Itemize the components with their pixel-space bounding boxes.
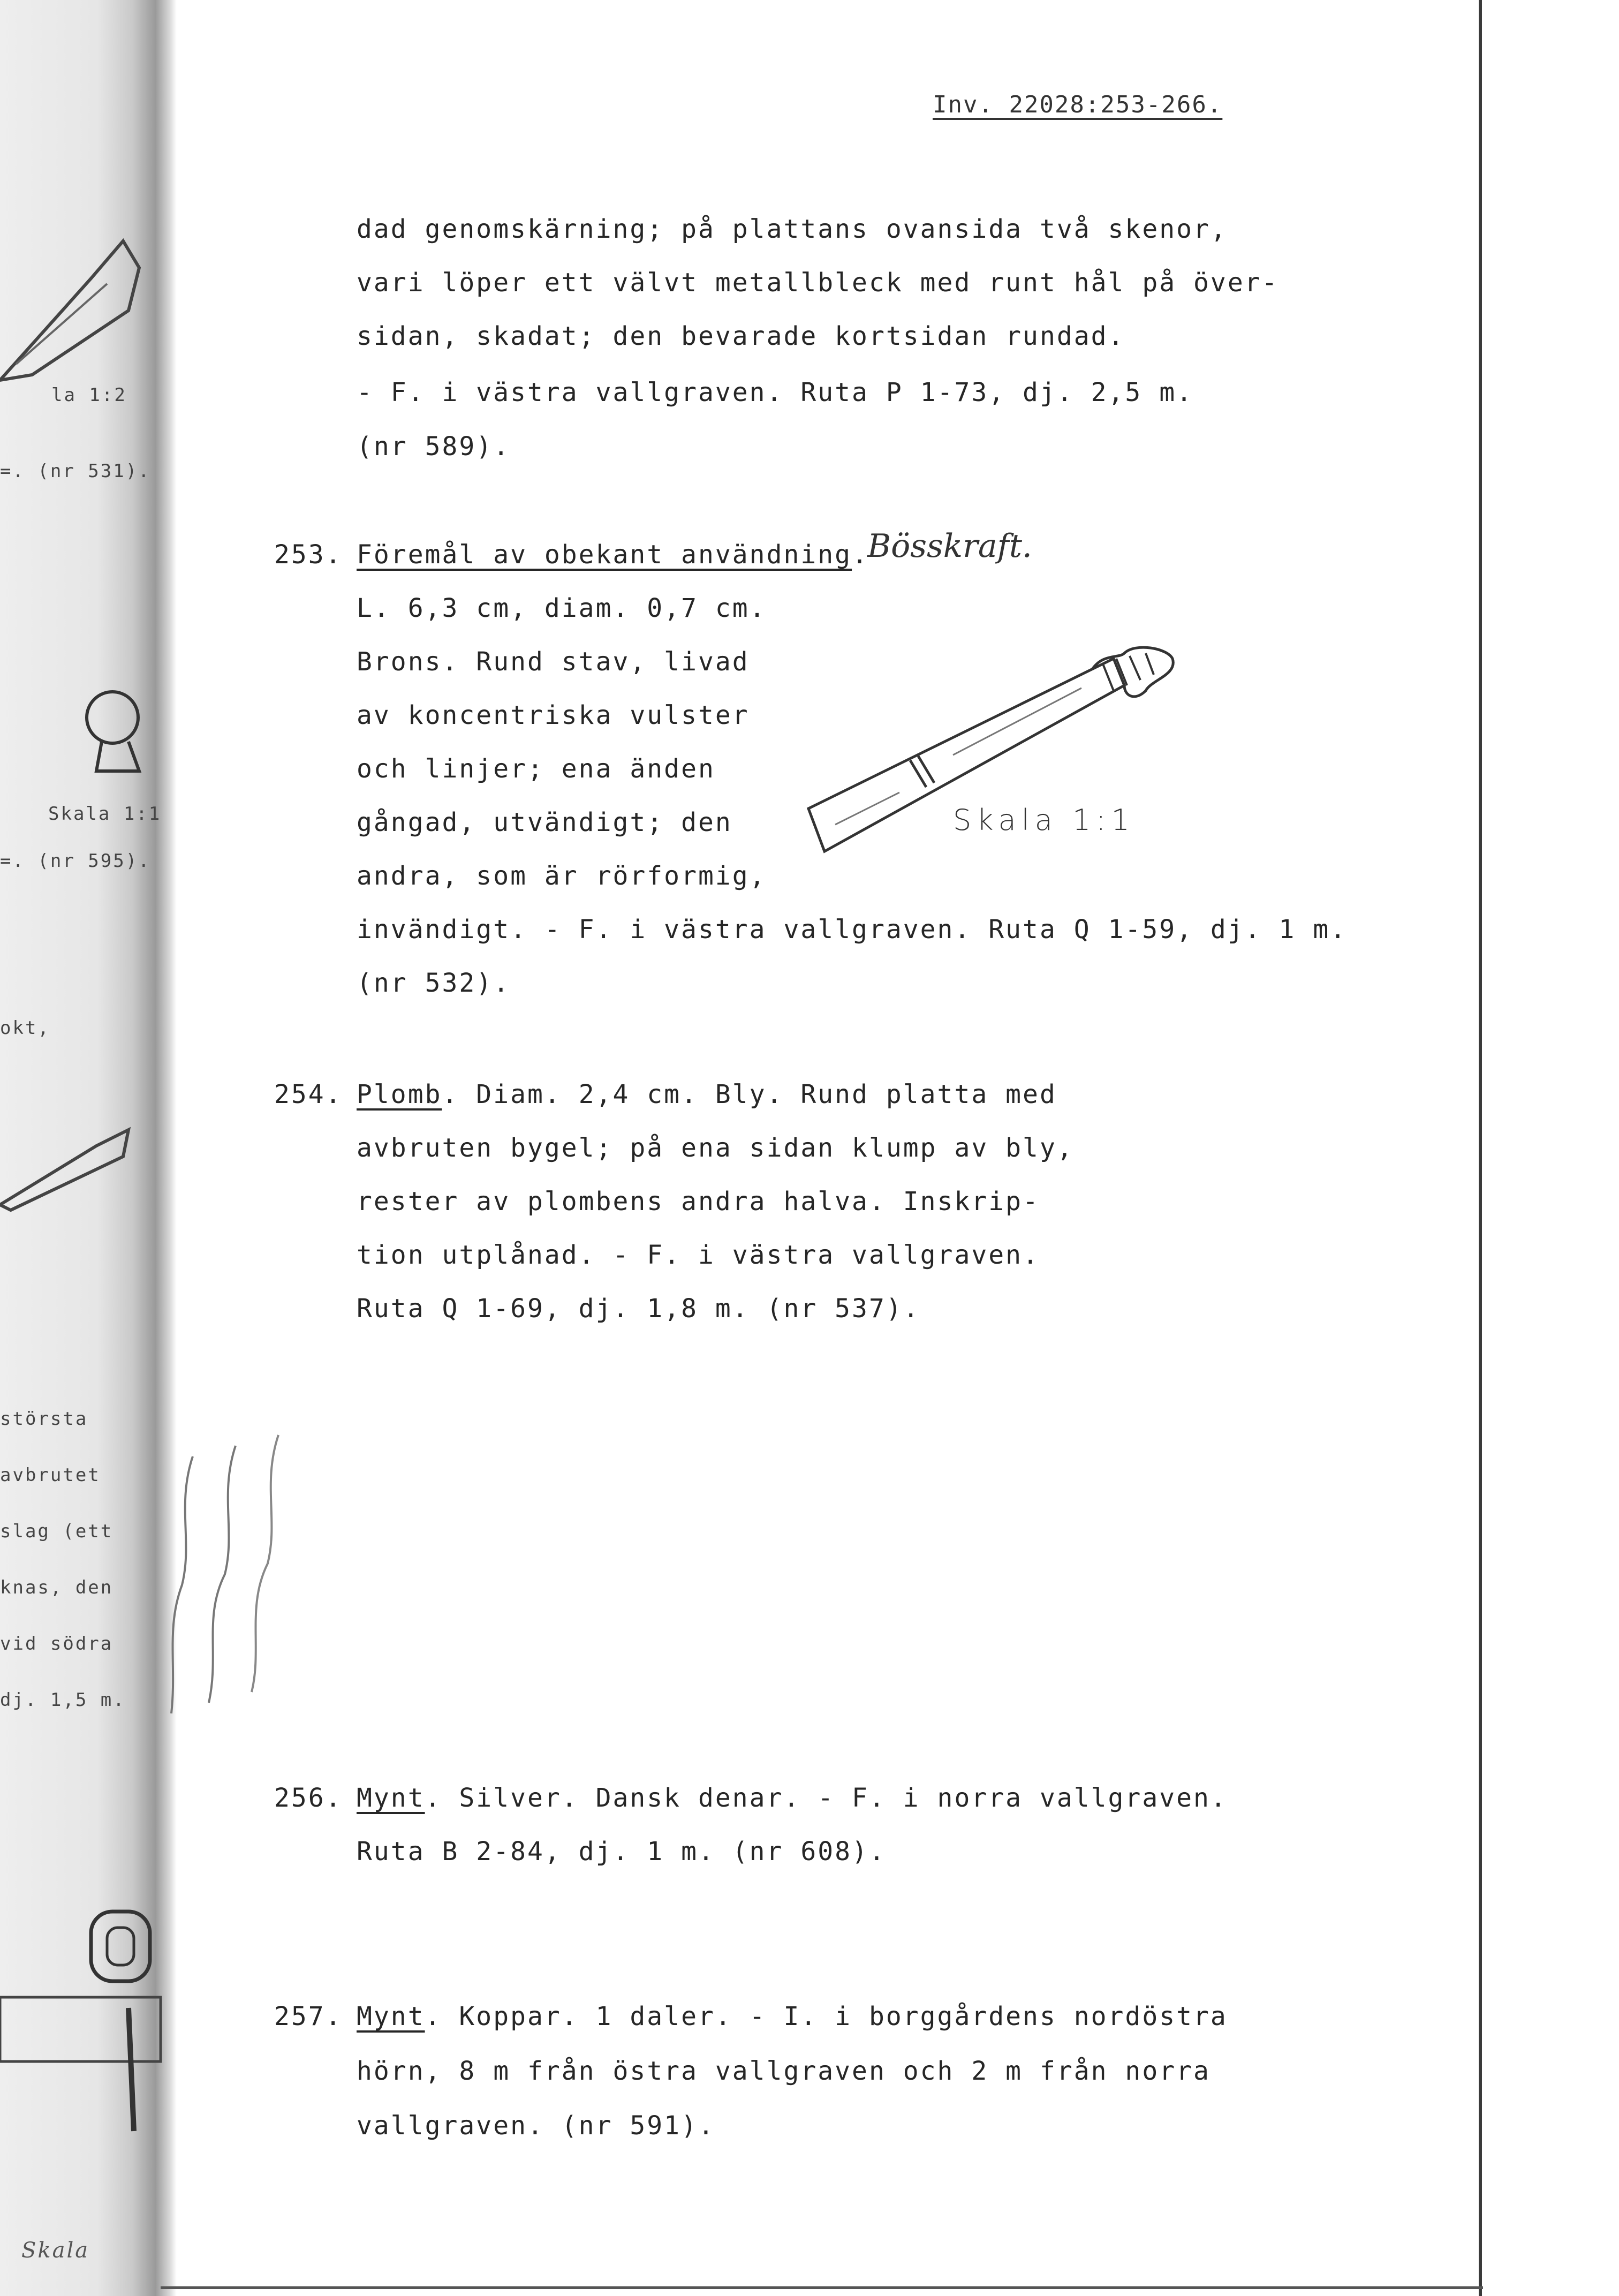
entry-heading — [357, 2002, 1228, 2031]
margin-fragment-3: Skala 1:1 — [48, 803, 162, 825]
entry-line: L. 6,3 cm, diam. 0,7 cm. — [357, 593, 767, 623]
entry-heading — [357, 1783, 1228, 1813]
entry-heading — [357, 1079, 1057, 1109]
margin-fragment-10: vid södra — [0, 1633, 114, 1655]
entry-line: Ruta B 2-84, dj. 1 m. (nr 608). — [357, 1837, 886, 1867]
margin-fragment-11: dj. 1,5 m. — [0, 1689, 126, 1711]
margin-fragment-1: la 1:2 — [51, 384, 127, 406]
sketch-scale-label: Skala 1:1 — [953, 803, 1135, 837]
margin-fragment-6: största — [0, 1408, 88, 1430]
entry-line: rester av plombens andra halva. Inskrip- — [357, 1187, 1040, 1217]
entry-line: tion utplånad. - F. i västra vallgraven. — [357, 1240, 1040, 1270]
entry-title: Mynt — [357, 2002, 425, 2031]
entry-line: (nr 532). — [357, 968, 511, 998]
margin-sketch-object-mid — [0, 1103, 139, 1210]
continuation-line: sidan, skadat; den bevarade kortsidan rundad. — [357, 321, 1125, 351]
margin-sketch-ring — [80, 685, 155, 782]
continuation-line: - F. i västra vallgraven. Ruta P 1-73, dj. 2,5 m. — [357, 377, 1194, 407]
entry-title-suffix: . Diam. 2,4 cm. Bly. Rund platta med — [442, 1079, 1057, 1109]
entry-title: Föremål av obekant användning — [357, 540, 852, 570]
continuation-line: vari löper ett välvt metallbleck med runt hål på över- — [357, 268, 1279, 298]
entry-line: och linjer; ena änden — [357, 754, 715, 784]
entry-line: gångad, utvändigt; den — [357, 807, 732, 837]
entry-number: 254. — [274, 1079, 343, 1109]
entry-number: 253. — [274, 540, 343, 570]
margin-sketch-object-bottom — [0, 1906, 161, 2142]
entry-line: andra, som är rörformig, — [357, 861, 767, 891]
entry-title-suffix: . Silver. Dansk denar. - F. i norra vallgraven. — [425, 1783, 1228, 1813]
page-bottom-edge — [161, 2286, 1483, 2289]
entry-line: hörn, 8 m från östra vallgraven och 2 m från norra — [357, 2056, 1211, 2086]
margin-sketch-object-top — [0, 203, 161, 386]
entry-title: Plomb — [357, 1079, 442, 1109]
margin-fragment-9: knas, den — [0, 1577, 114, 1598]
inventory-number: Inv. 22028:253-266. — [933, 91, 1223, 118]
entry-heading — [357, 540, 869, 570]
margin-handwriting-scribble — [161, 1424, 300, 1724]
entry-title: Mynt — [357, 1783, 425, 1813]
margin-fragment-5: okt, — [0, 1017, 50, 1039]
entry-title-suffix: . Koppar. 1 daler. - I. i borggårdens nordöstra — [425, 2002, 1228, 2031]
entry-number: 256. — [274, 1783, 343, 1813]
margin-fragment-2: =. (nr 531). — [0, 460, 151, 482]
entry-line: Brons. Rund stav, livad — [357, 647, 750, 677]
entry-line: avbruten bygel; på ena sidan klump av bly, — [357, 1133, 1074, 1163]
continuation-line: dad genomskärning; på plattans ovansida två skenor, — [357, 214, 1228, 244]
entry-number: 257. — [274, 2002, 343, 2031]
entry-title-suffix: . — [852, 540, 869, 570]
margin-fragment-4: =. (nr 595). — [0, 850, 151, 872]
entry-line: av koncentriska vulster — [357, 700, 750, 730]
entry-line: invändigt. - F. i västra vallgraven. Ruta Q 1-59, dj. 1 m. — [357, 915, 1348, 945]
page-right-edge — [1479, 0, 1482, 2296]
entry-line: vallgraven. (nr 591). — [357, 2111, 715, 2141]
margin-fragment-7: avbrutet — [0, 1464, 101, 1486]
handwritten-note: Bösskraft. — [867, 527, 1032, 565]
margin-fragment-8: slag (ett — [0, 1521, 114, 1542]
entry-line: Ruta Q 1-69, dj. 1,8 m. (nr 537). — [357, 1294, 920, 1324]
margin-fragment-12: Skala — [21, 2238, 90, 2263]
continuation-line: (nr 589). — [357, 432, 511, 462]
page-background-right — [1482, 0, 1619, 2296]
